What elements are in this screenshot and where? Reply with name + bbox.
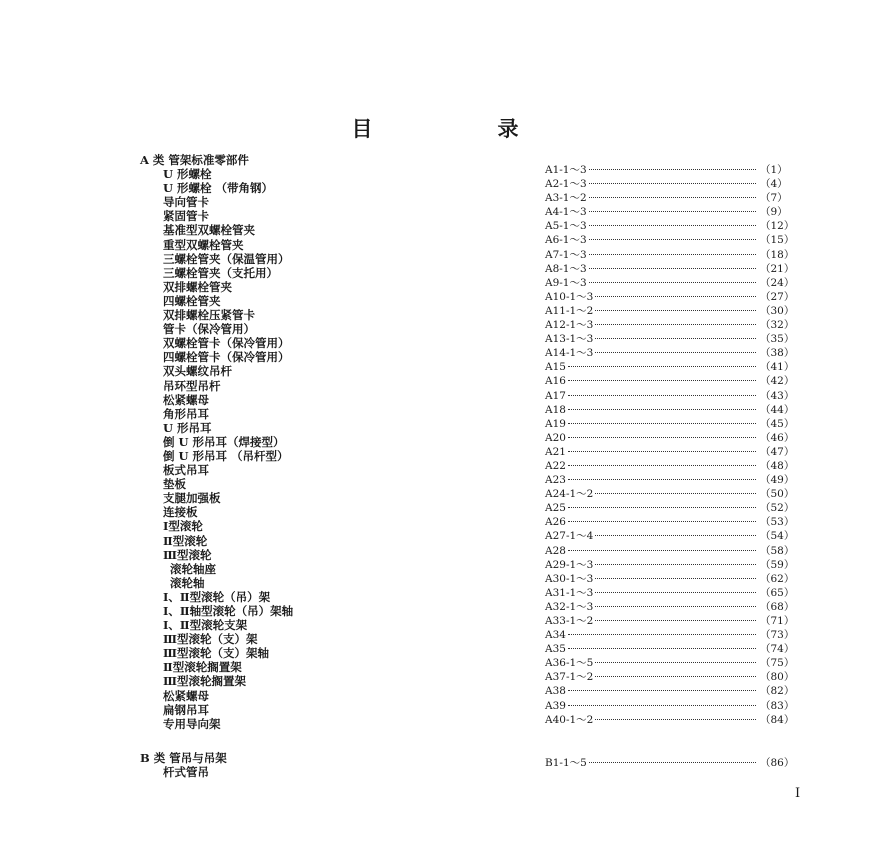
toc-entry — [545, 360, 800, 374]
dot-leader — [568, 374, 756, 381]
toc-page: （48） — [760, 459, 795, 472]
section-item: 滚轮轴 — [170, 575, 205, 590]
dot-leader — [595, 713, 756, 720]
toc-entry — [545, 614, 800, 628]
dot-leader — [568, 431, 756, 438]
toc-page: （74） — [760, 643, 795, 656]
section-item: 三螺栓管夹（支托用） — [163, 265, 278, 280]
dot-leader — [568, 628, 756, 635]
dot-leader — [568, 544, 756, 551]
toc-code: A39 — [545, 699, 566, 712]
toc-page: （68） — [760, 600, 795, 613]
toc-entry — [545, 459, 800, 473]
section-item: 双头螺纹吊杆 — [163, 364, 232, 379]
toc-code: A36-1～5 — [545, 657, 594, 670]
section-item: 四螺栓管卡（保冷管用） — [163, 350, 290, 365]
toc-page: （83） — [760, 699, 795, 712]
toc-entry — [545, 219, 800, 233]
toc-code: A1-1～3 — [545, 164, 587, 176]
toc-entry — [545, 346, 800, 360]
toc-entry — [545, 318, 800, 332]
dot-leader — [589, 191, 756, 198]
toc-page: （7） — [760, 192, 788, 205]
dot-leader — [589, 262, 756, 269]
section-item: 紧固管卡 — [163, 209, 209, 224]
toc-page: （82） — [760, 685, 795, 698]
dot-leader — [595, 600, 756, 607]
toc-code: A31-1～3 — [545, 586, 594, 599]
dot-leader — [595, 558, 756, 565]
toc-entry — [545, 276, 800, 290]
toc-code: A25 — [545, 502, 566, 515]
toc-entry — [545, 205, 800, 219]
toc-page: （42） — [760, 375, 795, 388]
toc-entry — [545, 642, 800, 656]
toc-entry — [545, 656, 800, 670]
section-item: U 形螺栓 （带角钢） — [163, 181, 274, 196]
toc-page: （41） — [760, 361, 795, 374]
toc-entry — [545, 191, 800, 205]
section-item: 连接板 — [163, 505, 198, 520]
section-item: 角形吊耳 — [163, 406, 209, 421]
toc-entry — [545, 403, 800, 417]
dot-leader — [595, 346, 756, 353]
dot-leader — [568, 459, 756, 466]
dot-leader — [595, 529, 756, 536]
section-gap — [545, 727, 800, 756]
page-number: I — [795, 786, 801, 801]
toc-entry — [545, 389, 800, 403]
toc-page: （75） — [760, 657, 795, 670]
toc-page: （59） — [760, 558, 795, 571]
toc-entry — [545, 600, 800, 614]
toc-page: （50） — [760, 488, 795, 501]
toc-entry — [545, 487, 800, 501]
section-item: 杆式管吊 — [163, 764, 209, 779]
section-item: 倒 U 形吊耳（焊接型） — [163, 434, 285, 449]
toc-entry — [545, 473, 800, 487]
section-item: 扁钢吊耳 — [163, 702, 209, 717]
section-item: 支腿加强板 — [163, 491, 221, 506]
dot-leader — [595, 614, 756, 621]
dot-leader — [595, 670, 756, 677]
dot-leader — [589, 177, 756, 184]
dot-leader — [589, 219, 756, 226]
dot-leader — [568, 684, 756, 691]
toc-page: （65） — [760, 586, 795, 599]
section-item: 松紧螺母 — [163, 392, 209, 407]
dot-leader — [589, 276, 756, 283]
section-item: 基准型双螺栓管夹 — [163, 223, 255, 238]
toc-code: A6-1～3 — [545, 234, 587, 247]
toc-code: A8-1～3 — [545, 262, 587, 275]
section-item: 三螺栓管夹（保温管用） — [163, 251, 290, 266]
section-item: 双排螺栓管夹 — [163, 279, 232, 294]
toc-code: A26 — [545, 516, 566, 529]
section-item: 四螺栓管夹 — [163, 293, 221, 308]
toc-page: （86） — [760, 756, 795, 769]
section-item: Ⅰ、Ⅱ型滚轮支架 — [163, 618, 248, 633]
toc-entry — [545, 699, 800, 713]
section-item: Ⅱ型滚轮 — [163, 533, 208, 548]
toc-code: A22 — [545, 459, 566, 472]
toc-code: A40-1～2 — [545, 713, 594, 726]
toc-page: （44） — [760, 403, 795, 416]
toc-page: （54） — [760, 530, 795, 543]
section-item: 管卡（保冷管用） — [163, 322, 255, 337]
section-gap — [140, 731, 440, 751]
toc-code: A16 — [545, 375, 566, 388]
toc-page: （15） — [760, 234, 795, 247]
dot-leader — [568, 642, 756, 649]
toc-page: （12） — [760, 220, 795, 233]
toc-code: A14-1～3 — [545, 347, 594, 360]
section-item: Ⅲ型滚轮 — [163, 547, 212, 562]
toc-entry — [545, 177, 800, 191]
toc-code: A20 — [545, 431, 566, 444]
toc-code: A17 — [545, 389, 566, 402]
toc-entry — [545, 713, 800, 727]
toc-code: A24-1～2 — [545, 488, 594, 501]
toc-page: （18） — [760, 248, 795, 261]
toc-entry — [545, 515, 800, 529]
section-heading: B 类 管吊与吊架 — [140, 750, 227, 765]
toc-page: （71） — [760, 615, 795, 627]
toc-entry — [545, 304, 800, 318]
toc-code: A23 — [545, 474, 566, 487]
toc-page: （27） — [760, 290, 795, 303]
toc-code: A32-1～3 — [545, 600, 594, 613]
section-item: U 形吊耳 — [163, 420, 212, 435]
dot-leader — [568, 699, 756, 706]
toc-entry — [545, 684, 800, 698]
toc-entry — [545, 431, 800, 445]
toc-entry — [545, 248, 800, 262]
section-item: Ⅱ型滚轮搁置架 — [163, 660, 242, 675]
toc-entry — [545, 572, 800, 586]
section-item: Ⅰ、Ⅱ轴型滚轮（吊）架轴 — [163, 604, 294, 618]
toc-page: （9） — [760, 206, 788, 219]
toc-page: （1） — [760, 164, 788, 176]
section-item: U 形螺栓 — [163, 167, 212, 182]
toc-code: A5-1～3 — [545, 220, 587, 233]
toc-code: A15 — [545, 361, 566, 374]
section-item: 导向管卡 — [163, 195, 209, 210]
dot-leader — [589, 163, 756, 170]
toc-code: A37-1～2 — [545, 671, 594, 684]
dot-leader — [595, 572, 756, 579]
section-item: 双螺栓管卡（保冷管用） — [163, 336, 290, 351]
toc-page: （84） — [760, 713, 795, 726]
toc-page: （35） — [760, 333, 795, 346]
toc-entry — [545, 445, 800, 459]
toc-page: （62） — [760, 572, 795, 585]
toc-page: （30） — [760, 304, 795, 317]
page-title: 目 录 — [351, 116, 571, 141]
toc-code: A18 — [545, 403, 566, 416]
toc-page: （45） — [760, 417, 795, 430]
toc-code: A30-1～3 — [545, 572, 594, 585]
toc-entry — [545, 501, 800, 515]
dot-leader — [568, 445, 756, 452]
section-item: 双排螺栓压紧管卡 — [163, 308, 255, 323]
section-item: Ⅲ型滚轮（支）架轴 — [163, 646, 270, 661]
toc-entry — [545, 558, 800, 572]
toc-entry — [545, 417, 800, 431]
toc-code: A13-1～3 — [545, 333, 594, 346]
section-item: 松紧螺母 — [163, 688, 209, 703]
dot-leader — [595, 318, 756, 325]
toc-code: A29-1～3 — [545, 558, 594, 571]
section-item: Ⅰ、Ⅱ型滚轮（吊）架 — [163, 589, 271, 604]
section-item: 重型双螺栓管夹 — [163, 237, 244, 252]
toc-page: （43） — [760, 389, 795, 402]
section-heading: A 类 管架标准零部件 — [140, 153, 249, 167]
toc-code: A3-1～2 — [545, 192, 587, 205]
toc-entry — [545, 544, 800, 558]
toc-code: A2-1～3 — [545, 178, 587, 191]
section-item: 专用导向架 — [163, 716, 221, 731]
section-item: 吊环型吊杆 — [163, 378, 221, 393]
dot-leader — [595, 304, 756, 311]
dot-leader — [568, 473, 756, 480]
toc-page: （38） — [760, 347, 795, 360]
toc-page: （4） — [760, 178, 788, 191]
toc-code: A4-1～3 — [545, 206, 587, 219]
dot-leader — [595, 656, 756, 663]
dot-leader — [595, 487, 756, 494]
dot-leader — [595, 290, 756, 297]
dot-leader — [568, 389, 756, 396]
section-item: Ⅰ型滚轮 — [163, 519, 203, 534]
toc-page: （49） — [760, 474, 795, 487]
toc-entry — [545, 262, 800, 276]
section-item: 倒 U 形吊耳 （吊杆型） — [163, 448, 289, 463]
toc-code: A7-1～3 — [545, 248, 587, 261]
toc-code: A11-1～2 — [545, 304, 594, 317]
toc-page: （80） — [760, 671, 795, 684]
toc-entry — [545, 374, 800, 388]
toc-entry — [545, 332, 800, 346]
toc-code: A35 — [545, 643, 566, 656]
toc-code: A28 — [545, 544, 566, 557]
toc-page: （58） — [760, 544, 795, 557]
toc-code: A12-1～3 — [545, 319, 594, 332]
toc-entry — [545, 756, 800, 770]
dot-leader — [568, 501, 756, 508]
dot-leader — [568, 417, 756, 424]
toc-code: A19 — [545, 417, 566, 430]
toc-code: B1-1～5 — [545, 756, 587, 769]
toc-code: A9-1～3 — [545, 276, 587, 289]
toc-page: （46） — [760, 431, 795, 444]
toc-entry — [545, 163, 800, 177]
section-item: 垫板 — [163, 477, 186, 492]
page-reference-list — [545, 163, 800, 770]
section-item: 板式吊耳 — [163, 463, 209, 478]
toc-page: （24） — [760, 276, 795, 289]
dot-leader — [595, 332, 756, 339]
toc-entry — [545, 628, 800, 642]
toc-page: （47） — [760, 445, 795, 458]
toc-page: （73） — [760, 629, 795, 642]
toc-code: A38 — [545, 685, 566, 698]
dot-leader — [568, 515, 756, 522]
dot-leader — [589, 756, 756, 763]
dot-leader — [568, 360, 756, 367]
toc-code: A33-1～2 — [545, 615, 594, 627]
toc-code: A10-1～3 — [545, 290, 594, 303]
dot-leader — [589, 233, 756, 240]
toc-entry — [545, 290, 800, 304]
section-list — [140, 153, 440, 779]
section-item: Ⅲ型滚轮（支）架 — [163, 632, 258, 647]
toc-page: （53） — [760, 516, 795, 529]
dot-leader — [589, 248, 756, 255]
toc-page: （32） — [760, 319, 795, 332]
dot-leader — [595, 586, 756, 593]
toc-page: （21） — [760, 262, 795, 275]
section-item: Ⅲ型滚轮搁置架 — [163, 674, 247, 689]
dot-leader — [568, 403, 756, 410]
toc-code: A21 — [545, 445, 566, 458]
toc-entry — [545, 586, 800, 600]
dot-leader — [589, 205, 756, 212]
toc-code: A27-1～4 — [545, 530, 594, 543]
toc-page: （52） — [760, 502, 795, 515]
section-item: 滚轮轴座 — [170, 561, 216, 576]
toc-code: A34 — [545, 629, 566, 642]
toc-entry — [545, 233, 800, 247]
toc-entry — [545, 529, 800, 543]
toc-entry — [545, 670, 800, 684]
